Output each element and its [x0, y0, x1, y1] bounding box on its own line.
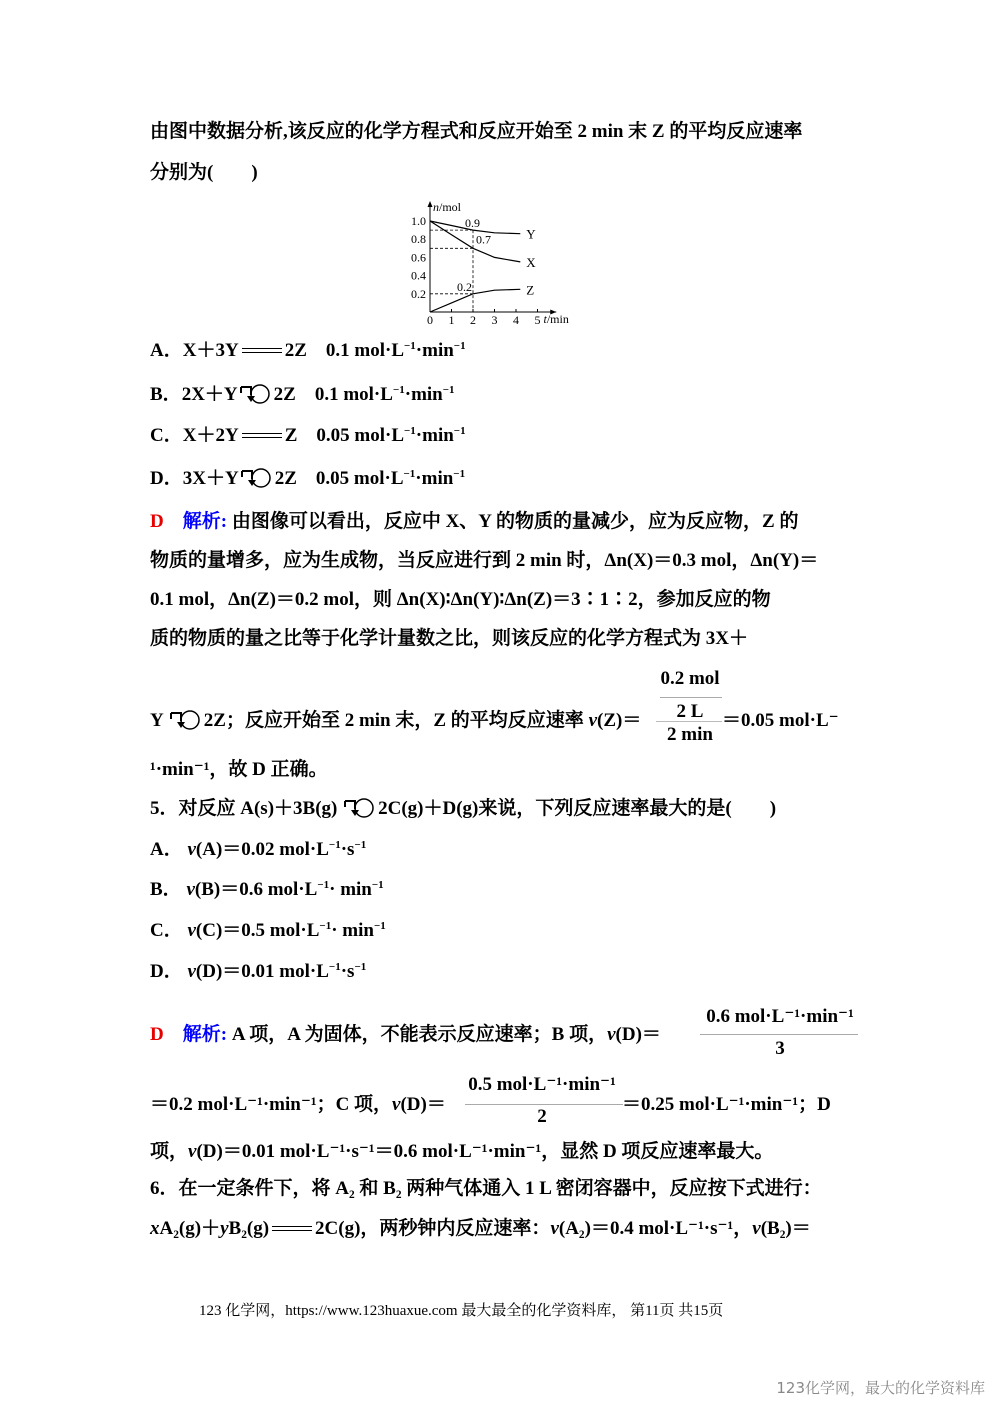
- question-stem-line1: 由图中数据分析,该反应的化学方程式和反应开始至 2 min 末 Z 的平均反应速率: [150, 121, 803, 142]
- q5-analysis-line-2: [150, 1093, 446, 1117]
- exponent: −1: [404, 425, 416, 437]
- analysis-text: A 项，A 为固体，不能表示反应速率；B 项，: [231, 1024, 608, 1045]
- velocity-symbol: v: [392, 1094, 401, 1115]
- analysis-line-2: 物质的量增多，应为生成物，当反应进行到 2 min 时，Δn(X)＝0.3 mol，Δn(Y)＝: [150, 550, 819, 571]
- q5-option-c[interactable]: [150, 919, 386, 943]
- reaction-chart: [400, 195, 590, 335]
- coef-y: y: [220, 1218, 229, 1239]
- fraction-denominator: 2: [537, 1106, 547, 1127]
- option-rate-unit: ·min: [415, 340, 454, 361]
- analysis-line-4: 质的物质的量之比等于化学计量数之比，则该反应的化学方程式为 3X＋: [150, 628, 748, 649]
- option-rhs: Z: [284, 425, 298, 446]
- fraction-bar: [700, 1034, 858, 1035]
- fraction-numerator: 0.6 mol·L⁻¹·min⁻¹: [706, 1006, 854, 1027]
- option-value: (B)＝0.6 mol·L: [194, 879, 318, 900]
- analysis-result: ＝0.05 mol·L⁻: [722, 710, 839, 731]
- question-stem-line2: 分别为( ): [150, 162, 258, 183]
- fraction-middle: 2 L: [676, 701, 704, 722]
- y-tick-label: 0.4: [411, 268, 426, 283]
- y-tick-label: 0.2: [411, 286, 426, 301]
- stem-text: 5．对反应 A(s)＋3B(g): [150, 798, 338, 819]
- reversible-arrow-icon: [343, 797, 377, 819]
- x-tick-label: 0: [427, 313, 433, 327]
- y-tick-label: 1.0: [411, 214, 426, 228]
- exponent: −1: [319, 920, 332, 932]
- x-tick-label: 4: [513, 313, 519, 327]
- exponent: −1: [328, 961, 341, 973]
- option-unit: ·s: [340, 961, 355, 982]
- watermark[interactable]: 123化学网，最大的化学资料库: [776, 1379, 985, 1397]
- velocity-symbol: v: [588, 710, 597, 731]
- data-annotation: 0.2: [457, 279, 472, 294]
- velocity-symbol: v: [607, 1024, 616, 1045]
- x-tick-label: 1: [448, 313, 455, 327]
- q6-text: (A₂)＝0.4 mol·L⁻¹·s⁻¹，: [558, 1218, 753, 1239]
- y-tick-label: 0.6: [411, 250, 426, 265]
- exponent: −1: [442, 384, 455, 396]
- option-letter: C．: [150, 425, 183, 446]
- q5-analysis-line-1: [150, 1023, 661, 1047]
- exponent: −1: [453, 425, 466, 437]
- fraction-numerator: 0.2 mol: [660, 668, 720, 689]
- y-axis-arrow-icon: [428, 201, 433, 207]
- option-c[interactable]: [150, 424, 466, 448]
- velocity-symbol: v: [550, 1218, 559, 1239]
- series-line-z: [430, 289, 520, 312]
- option-value: (D)＝0.01 mol·L: [195, 961, 329, 982]
- q6-text: B₂(g): [228, 1218, 270, 1239]
- option-lhs: X＋2Y: [182, 425, 239, 446]
- question6-line1: 6．在一定条件下，将 A₂ 和 B₂ 两种气体通入 1 L 密闭容器中，反应按下式进行：: [150, 1178, 822, 1199]
- analysis-line-6: ¹·min⁻¹，故 D 正确。: [150, 759, 328, 780]
- question5-stem: [150, 797, 776, 821]
- option-lhs: 3X＋Y: [182, 468, 239, 489]
- q6-text: (B₂)＝: [760, 1218, 811, 1239]
- series-label-z: Z: [526, 282, 535, 298]
- velocity-symbol: v: [187, 839, 196, 860]
- velocity-symbol: v: [752, 1218, 761, 1239]
- option-unit: · min: [329, 879, 372, 900]
- option-rate: 0.05 mol·L: [315, 468, 404, 489]
- q5-option-d[interactable]: [150, 960, 366, 984]
- option-letter: B．: [150, 384, 182, 405]
- option-letter: A．: [150, 839, 188, 860]
- q5-option-a[interactable]: [150, 838, 366, 862]
- option-lhs: X＋3Y: [182, 340, 239, 361]
- analysis-text: ＝0.2 mol·L⁻¹·min⁻¹；C 项，: [150, 1094, 393, 1115]
- analysis-result: ＝0.25 mol·L⁻¹·min⁻¹；D: [622, 1094, 831, 1115]
- analysis-line-3: 0.1 mol，Δn(Z)＝0.2 mol，则 Δn(X)∶Δn(Y)∶Δn(Z)＝3∶1∶2，参加反应的物: [150, 589, 771, 610]
- option-b[interactable]: [150, 383, 455, 407]
- fraction-bar: [656, 721, 722, 722]
- reversible-arrow-icon: [239, 383, 273, 405]
- data-annotation: 0.7: [476, 232, 491, 247]
- equal-sign-icon: [270, 1220, 314, 1236]
- option-rate: 0.05 mol·L: [316, 425, 404, 446]
- answer-letter: D: [150, 511, 164, 532]
- analysis-text: 2Z；反应开始至 2 min 末，Z 的平均反应速率: [203, 710, 589, 731]
- option-letter: D．: [150, 961, 188, 982]
- option-letter: B．: [150, 879, 187, 900]
- option-rhs: 2Z: [284, 340, 307, 361]
- analysis-text: (D)＝: [615, 1024, 661, 1045]
- exponent: −1: [354, 839, 367, 851]
- exponent: −1: [392, 384, 405, 396]
- analysis-text: 项，: [150, 1141, 189, 1162]
- equal-sign-icon: [240, 427, 284, 443]
- reversible-arrow-icon: [169, 709, 203, 731]
- page-footer: 123 化学网，https://www.123huaxue.com 最大最全的化学资料库， 第11页 共15页: [199, 1303, 724, 1319]
- reversible-arrow-icon: [240, 467, 274, 489]
- option-letter: C．: [150, 920, 188, 941]
- option-d[interactable]: [150, 467, 465, 491]
- analysis-line-1: [150, 510, 798, 534]
- analysis-label: 解析:: [182, 511, 228, 532]
- option-rate: 0.1 mol·L: [314, 384, 393, 405]
- x-tick-label: 2: [470, 313, 476, 327]
- analysis-text: 由图像可以看出，反应中 X、Y 的物质的量减少，应为反应物，Z 的: [231, 511, 799, 532]
- analysis-text: (D)＝0.01 mol·L⁻¹·s⁻¹＝0.6 mol·L⁻¹·min⁻¹，显然 D 项反应速率最大。: [196, 1141, 774, 1162]
- answer-letter: D: [150, 1024, 164, 1045]
- q6-text: A₂(g)＋: [159, 1218, 221, 1239]
- fraction-denominator: 3: [775, 1038, 785, 1059]
- option-letter: D．: [150, 468, 183, 489]
- exponent: −1: [373, 920, 386, 932]
- fraction-bar: [660, 697, 722, 698]
- option-rate-unit: ·min: [404, 384, 443, 405]
- option-rhs: 2Z: [274, 468, 297, 489]
- exponent: −1: [453, 468, 466, 480]
- option-a[interactable]: [150, 339, 466, 363]
- exponent: −1: [317, 879, 330, 891]
- q5-analysis-line-3: [150, 1140, 773, 1164]
- option-letter: A．: [150, 340, 183, 361]
- option-unit: ·s: [340, 839, 355, 860]
- text-y: Y: [150, 710, 164, 731]
- option-rhs: 2Z: [273, 384, 296, 405]
- option-value: (C)＝0.5 mol·L: [195, 920, 320, 941]
- option-rate-unit: ·min: [415, 468, 454, 489]
- velocity-symbol: v: [187, 961, 196, 982]
- fraction-numerator: 0.5 mol·L⁻¹·min⁻¹: [468, 1074, 616, 1095]
- data-annotation: 0.9: [465, 216, 480, 231]
- fraction-denominator: 2 min: [667, 724, 713, 745]
- option-value: (A)＝0.02 mol·L: [195, 839, 329, 860]
- option-lhs: 2X＋Y: [181, 384, 238, 405]
- option-rate-unit: ·min: [415, 425, 454, 446]
- x-axis-label: t/min: [543, 312, 569, 326]
- exponent: −1: [403, 468, 416, 480]
- velocity-symbol: v: [188, 1141, 197, 1162]
- q6-text: 2C(g)，两秒钟内反应速率：: [315, 1218, 551, 1239]
- series-label-x: X: [526, 254, 536, 270]
- stem-text: 2C(g)＋D(g)来说，下列反应速率最大的是( ): [378, 798, 777, 819]
- fraction-bar: [465, 1104, 623, 1105]
- analysis-text: (D)＝: [400, 1094, 446, 1115]
- analysis-text: (Z)＝: [597, 710, 642, 731]
- x-tick-label: 5: [534, 313, 541, 327]
- velocity-symbol: v: [187, 920, 196, 941]
- option-unit: · min: [331, 920, 374, 941]
- x-tick-label: 3: [491, 313, 498, 327]
- question6-line2: [150, 1217, 811, 1241]
- exponent: −1: [453, 340, 466, 352]
- exponent: −1: [404, 340, 416, 352]
- q5-option-b[interactable]: [150, 878, 384, 902]
- exponent: −1: [371, 879, 384, 891]
- exponent: −1: [328, 839, 341, 851]
- analysis-label: 解析:: [182, 1024, 228, 1045]
- analysis-line-5: [150, 709, 641, 733]
- velocity-symbol: v: [186, 879, 195, 900]
- exponent: −1: [354, 961, 367, 973]
- equal-sign-icon: [240, 342, 284, 358]
- option-rate: 0.1 mol·L: [325, 340, 404, 361]
- y-tick-label: 0.8: [411, 232, 426, 247]
- y-axis-label: n/mol: [433, 200, 462, 214]
- series-label-y: Y: [526, 226, 536, 242]
- coef-x: x: [150, 1218, 160, 1239]
